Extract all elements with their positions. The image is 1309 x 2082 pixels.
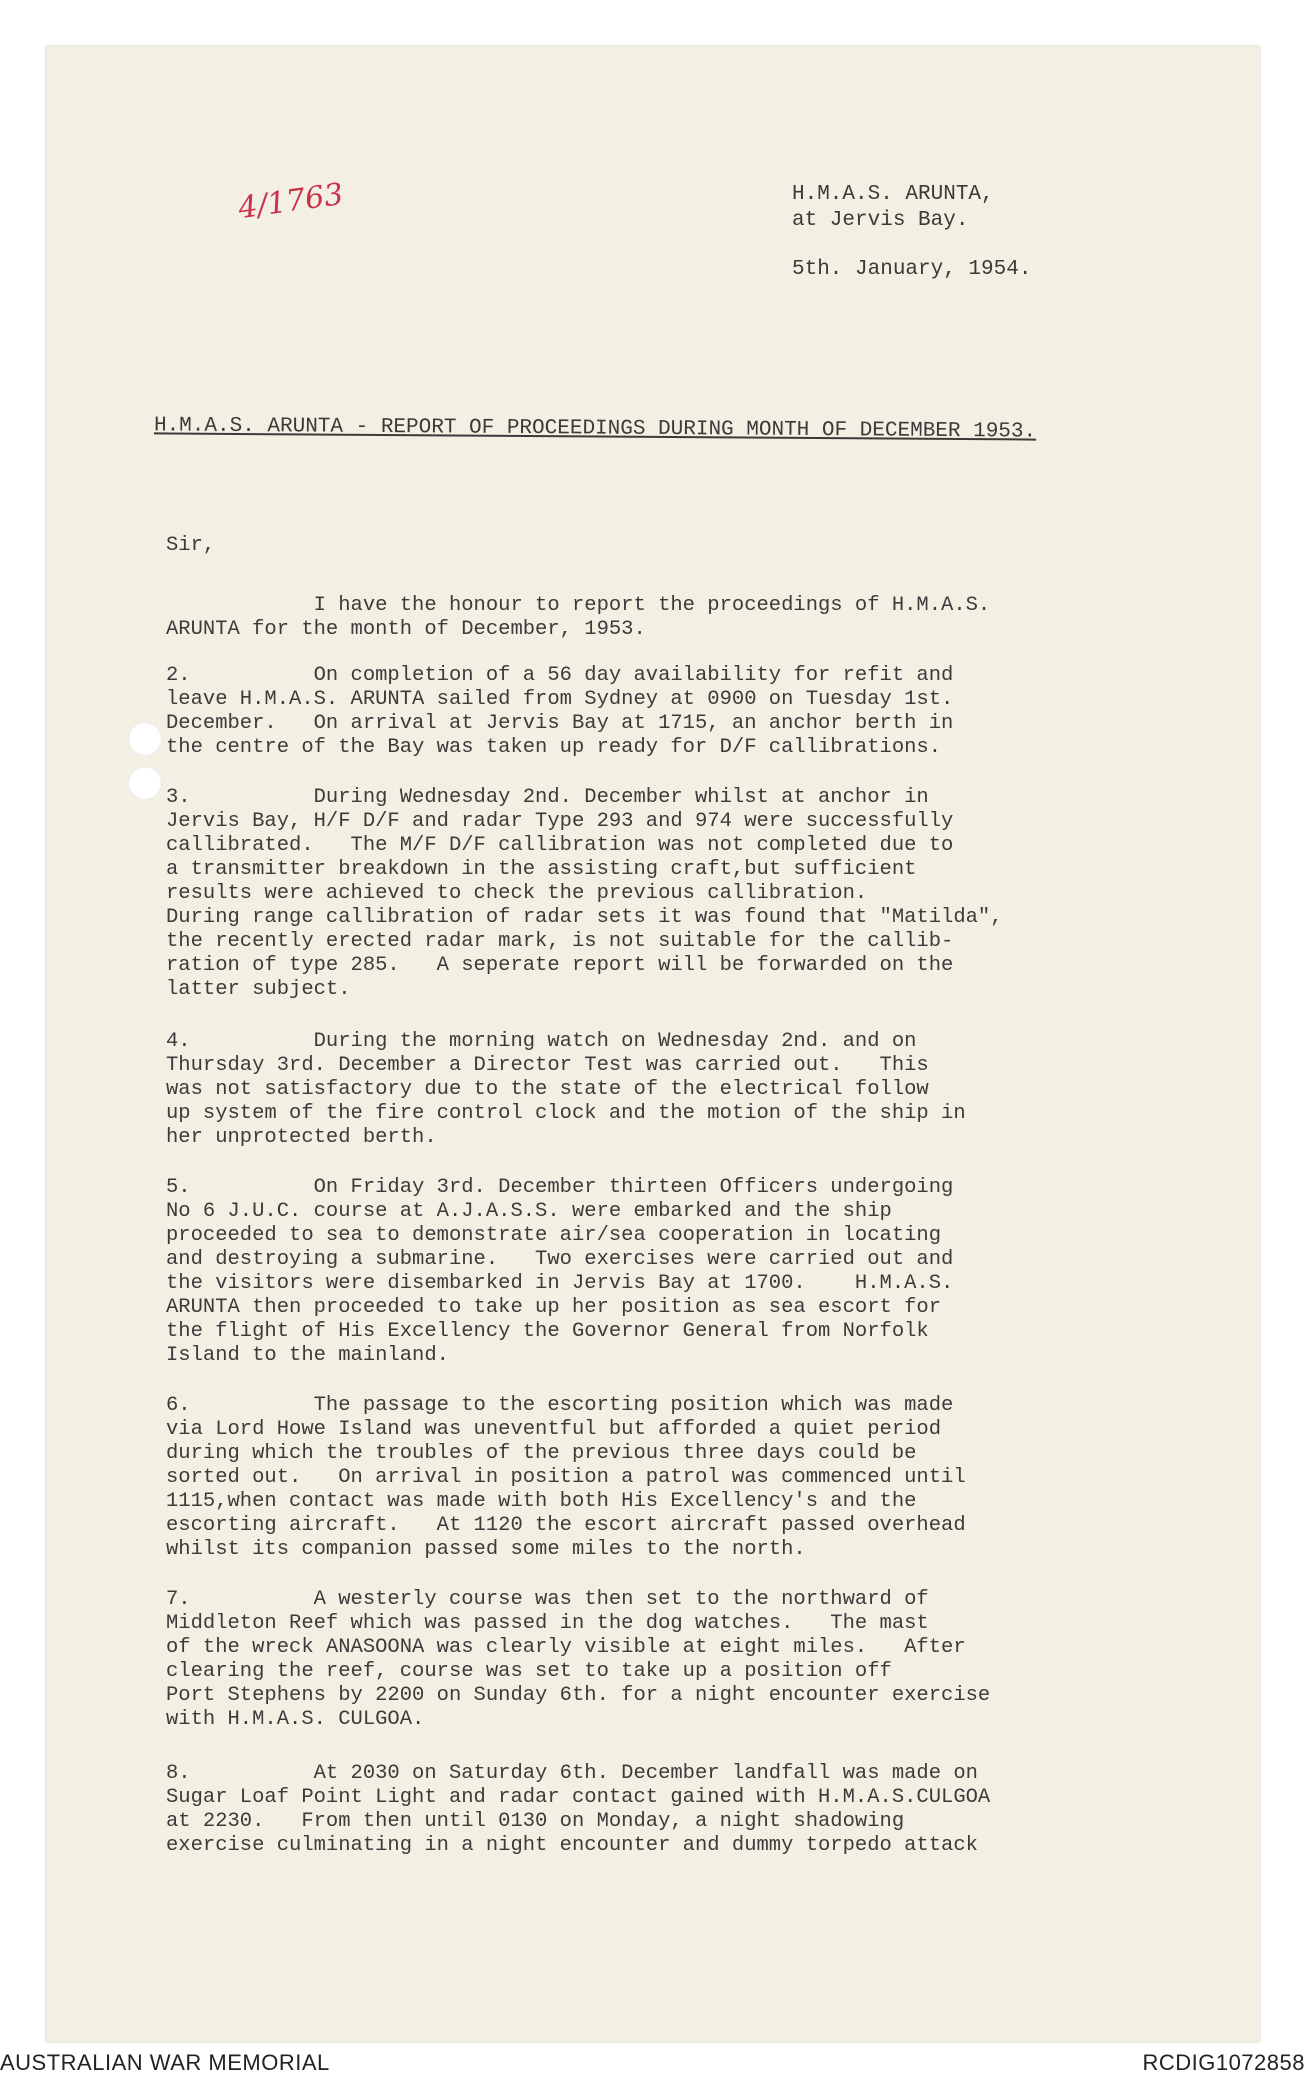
text-line: ARUNTA then proceeded to take up her position as sea escort for (166, 1296, 942, 1319)
footer-institution: AUSTRALIAN WAR MEMORIAL (0, 2050, 330, 2075)
text-line: 8. At 2030 on Saturday 6th. December landfall was made on (166, 1762, 978, 1785)
paragraph-2 (166, 664, 1176, 760)
text-line: and destroying a submarine. Two exercises were carried out and (166, 1248, 954, 1271)
paragraph-6 (166, 1394, 1176, 1562)
paragraph-8 (166, 1762, 1176, 1858)
text-line: callibrated. The M/F D/F callibration was not completed due to (166, 834, 954, 857)
paragraph-5 (166, 1176, 1176, 1368)
punch-hole (128, 766, 162, 800)
text-line: During range callibration of radar sets it was found that "Matilda", (166, 906, 1003, 929)
footer-record-id: RCDIG1072858 (1142, 2050, 1305, 2075)
text-line: leave H.M.A.S. ARUNTA sailed from Sydney at 0900 on Tuesday 1st. (166, 688, 954, 711)
text-line: escorting aircraft. At 1120 the escort aircraft passed overhead (166, 1514, 966, 1537)
text-line: at 2230. From then until 0130 on Monday, a night shadowing (166, 1810, 905, 1833)
text-line: 4. During the morning watch on Wednesday 2nd. and on (166, 1030, 917, 1053)
text-line: the recently erected radar mark, is not suitable for the callib- (166, 930, 954, 953)
text-line: proceeded to sea to demonstrate air/sea cooperation in locating (166, 1224, 942, 1247)
text-line: Port Stephens by 2200 on Sunday 6th. for a night encounter exercise (166, 1684, 991, 1707)
text-line: results were achieved to check the previous callibration. (166, 882, 868, 905)
paragraph-3 (166, 786, 1176, 1002)
text-line: 3. During Wednesday 2nd. December whilst at anchor in (166, 786, 929, 809)
text-line: the visitors were disembarked in Jervis Bay at 1700. H.M.A.S. (166, 1272, 954, 1295)
text-line: Jervis Bay, H/F D/F and radar Type 293 and 974 were successfully (166, 810, 954, 833)
paragraph-4 (166, 1030, 1176, 1150)
text-line: up system of the fire control clock and the motion of the ship in (166, 1102, 966, 1125)
punch-hole (128, 722, 162, 756)
paragraph-1 (166, 594, 1176, 642)
report-title: H.M.A.S. ARUNTA - REPORT OF PROCEEDINGS DURING MONTH OF DECEMBER 1953. (153, 414, 1037, 444)
text-line: 2. On completion of a 56 day availability for refit and (166, 664, 954, 687)
text-line: clearing the reef, course was set to take up a position off (166, 1660, 892, 1683)
text-line: latter subject. (166, 978, 351, 1001)
text-line: Island to the mainland. (166, 1344, 449, 1367)
text-line: Sugar Loaf Point Light and radar contact gained with H.M.A.S.CULGOA (166, 1786, 991, 1809)
text-line: with H.M.A.S. CULGOA. (166, 1708, 425, 1731)
text-line: No 6 J.U.C. course at A.J.A.S.S. were embarked and the ship (166, 1200, 892, 1223)
text-line: exercise culminating in a night encounter and dummy torpedo attack (166, 1834, 978, 1857)
text-line: of the wreck ANASOONA was clearly visible at eight miles. After (166, 1636, 966, 1659)
text-line: whilst its companion passed some miles to the north. (166, 1538, 806, 1561)
text-line: was not satisfactory due to the state of the electrical follow (166, 1078, 929, 1101)
text-line: 6. The passage to the escorting position which was made (166, 1394, 954, 1417)
text-line: Thursday 3rd. December a Director Test was carried out. This (166, 1054, 929, 1077)
text-line: 5. On Friday 3rd. December thirteen Officers undergoing (166, 1176, 954, 1199)
text-line: the centre of the Bay was taken up ready for D/F callibrations. (166, 736, 942, 759)
text-line: the flight of His Excellency the Governor General from Norfolk (166, 1320, 929, 1343)
text-line: 1115,when contact was made with both His Excellency's and the (166, 1490, 917, 1513)
text-line: during which the troubles of the previous three days could be (166, 1442, 917, 1465)
salutation: Sir, (166, 534, 216, 557)
text-line: sorted out. On arrival in position a patrol was commenced until (166, 1466, 966, 1489)
header-date: 5th. January, 1954. (792, 258, 1032, 281)
text-line: Middleton Reef which was passed in the dog watches. The mast (166, 1612, 929, 1635)
text-line: a transmitter breakdown in the assisting craft,but sufficient (166, 858, 917, 881)
text-line: 7. A westerly course was then set to the northward of (166, 1588, 929, 1611)
text-line: I have the honour to report the proceedings of H.M.A.S. (166, 594, 991, 617)
header-ship: H.M.A.S. ARUNTA, (792, 183, 994, 206)
header-location: at Jervis Bay. (792, 209, 969, 232)
text-line: ration of type 285. A seperate report will be forwarded on the (166, 954, 954, 977)
text-line: her unprotected berth. (166, 1126, 437, 1149)
text-line: ARUNTA for the month of December, 1953. (166, 618, 646, 641)
text-line: December. On arrival at Jervis Bay at 1715, an anchor berth in (166, 712, 954, 735)
handwritten-reference: 4/1763 (236, 176, 346, 227)
text-line: via Lord Howe Island was uneventful but afforded a quiet period (166, 1418, 942, 1441)
paragraph-7 (166, 1588, 1176, 1732)
